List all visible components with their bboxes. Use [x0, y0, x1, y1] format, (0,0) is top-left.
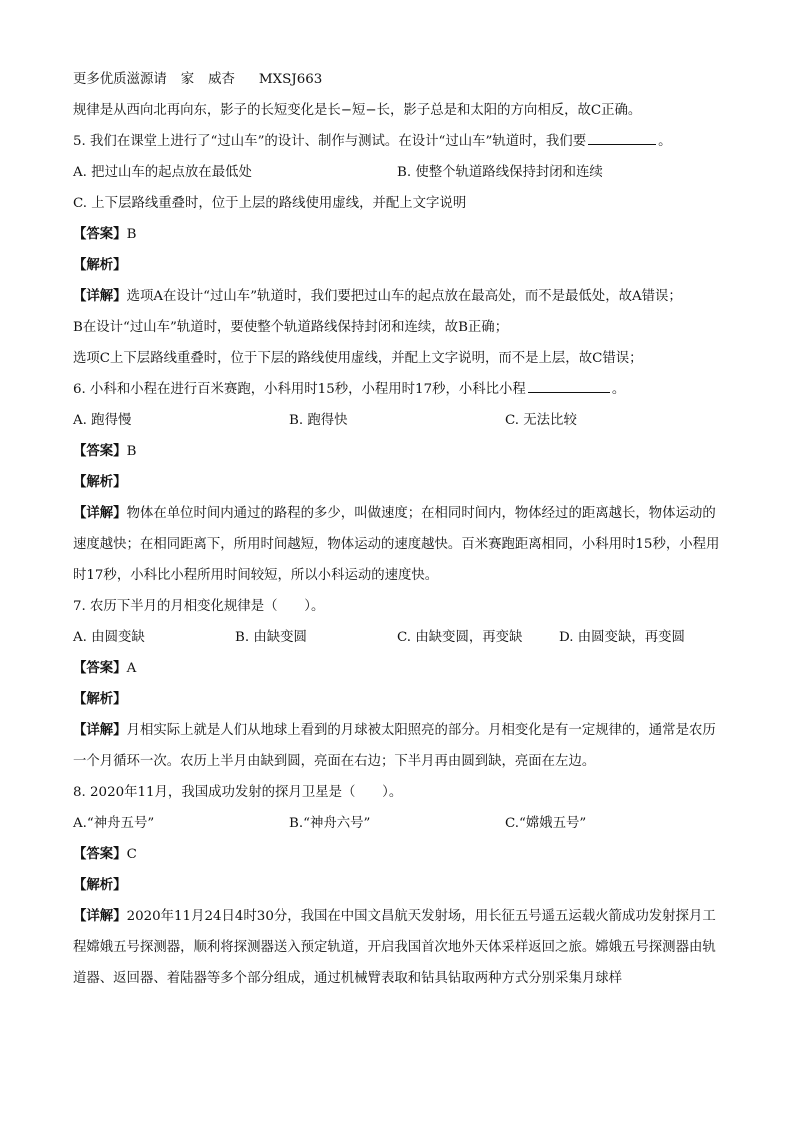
watermark-header — [73, 64, 721, 95]
analysis-label: 【解析】 — [73, 257, 127, 273]
header-part: 更多优质滋源请 — [73, 72, 167, 87]
question-5-options-row-1 — [73, 157, 721, 188]
question-5-stem — [73, 126, 721, 157]
stem-end: 。 — [658, 134, 672, 149]
option-c: C. 上下层路线重叠时，位于上层的路线使用虚线，并配上文字说明 — [73, 196, 467, 211]
option-b: B.“神舟六号” — [289, 816, 371, 831]
analysis-label: 【解析】 — [73, 691, 127, 707]
question-8-stem: 8. 2020年11月，我国成功发射的探月卫星是（ ）。 — [73, 785, 403, 800]
question-8-options — [73, 808, 721, 839]
option-a: A. 把过山车的起点放在最低处 — [73, 165, 252, 180]
detail-paragraph: 【详解】2020年11月24日4时30分，我国在中国文昌航天发射场，用长征五号遥五运载火箭成功发射探月工程嫦娥五号探测器，顺利将探测器送入预定轨道，开启我国首次地外天体采样返回之旅。嫦娥五号探测器由轨道器、返回器、着陆器等多个部分组成，通过机械臂表取和钻具钻取两种方式分别采集月球样 — [73, 908, 716, 986]
stem-end: 。 — [611, 382, 626, 397]
analysis-label: 【解析】 — [73, 474, 127, 490]
option-d: D. 由圆变缺，再变圆 — [559, 630, 685, 645]
question-7-options — [73, 622, 721, 653]
answer-value: A — [126, 661, 137, 676]
option-c: C. 由缺变圆，再变缺 — [397, 630, 523, 645]
answer-value: B — [126, 227, 137, 242]
option-b: B. 跑得快 — [289, 413, 348, 428]
option-a: A.“神舟五号” — [73, 816, 155, 831]
question-7-stem: 7. 农历下半月的月相变化规律是（ ）。 — [73, 599, 325, 614]
header-part: MXSJ663 — [258, 72, 323, 87]
answer-line: 【答案】C — [73, 846, 137, 862]
answer-value: C — [126, 847, 137, 862]
stem-text: 6. 小科和小程在进行百米赛跑，小科用时15秒，小程用时17秒，小科比小程 — [73, 382, 526, 397]
option-a: A. 跑得慢 — [73, 413, 132, 428]
option-b: B. 使整个轨道路线保持封闭和连续 — [397, 165, 603, 180]
detail-text: B在设计“过山车”轨道时，要使整个轨道路线保持封闭和连续，故B正确； — [73, 320, 509, 335]
answer-blank — [588, 129, 656, 145]
detail-text: 选项A在设计“过山车”轨道时，我们要把过山车的起点放在最高处，而不是最低处，故A错误； — [126, 289, 682, 304]
detail-paragraph: 【详解】物体在单位时间内通过的路程的多少，叫做速度；在相同时间内，物体经过的距离越长，物体运动的速度越快；在相同距离下，所用时间越短，物体运动的速度越快。百米赛跑距离相同，小科用时15秒，小程用时17秒，小科比小程所用时间较短，所以小科运动的速度快。 — [73, 505, 720, 583]
answer-line: 【答案】B — [73, 443, 137, 459]
header-part: 威杏 — [208, 72, 235, 87]
continuation-text: 规律是从西向北再向东，影子的长短变化是长−短−长，影子总是和太阳的方向相反，故C正确。 — [73, 103, 642, 118]
detail-paragraph: 【详解】月相实际上就是人们从地球上看到的月球被太阳照亮的部分。月相变化是有一定规律的，通常是农历一个月循环一次。农历上半月由缺到圆，亮面在右边；下半月再由圆到缺，亮面在左边。 — [73, 722, 716, 769]
option-a: A. 由圆变缺 — [73, 630, 145, 645]
detail-text: 物体在单位时间内通过的路程的多少，叫做速度；在相同时间内，物体经过的距离越长，物体运动的速度越快；在相同距离下，所用时间越短，物体运动的速度越快。百米赛跑距离相同，小科用时15秒，小程用时17秒，小科比小程所用时间较短，所以小科运动的速度快。 — [73, 506, 720, 583]
option-c: C. 无法比较 — [505, 413, 577, 428]
answer-line: 【答案】A — [73, 660, 137, 676]
answer-blank — [528, 377, 610, 393]
header-part: 家 — [180, 72, 195, 87]
detail-paragraph: 【详解】选项A在设计“过山车”轨道时，我们要把过山车的起点放在最高处，而不是最低处，故A错误； — [73, 288, 682, 304]
option-c: C.“嫦娥五号” — [505, 816, 587, 831]
question-6-options — [73, 405, 721, 436]
question-6-stem — [73, 374, 721, 405]
document-page — [73, 64, 721, 994]
stem-text: 5. 我们在课堂上进行了“过山车”的设计、制作与测试。在设计“过山车”轨道时，我们要 — [73, 134, 587, 149]
detail-text: 2020年11月24日4时30分，我国在中国文昌航天发射场，用长征五号遥五运载火箭成功发射探月工程嫦娥五号探测器，顺利将探测器送入预定轨道，开启我国首次地外天体采样返回之旅。嫦娥五号探测器由轨道器、返回器、着陆器等多个部分组成，通过机械臂表取和钻具钻取两种方式分别采集月球样 — [73, 909, 716, 986]
detail-text: 月相实际上就是人们从地球上看到的月球被太阳照亮的部分。月相变化是有一定规律的，通常是农历一个月循环一次。农历上半月由缺到圆，亮面在右边；下半月再由圆到缺，亮面在左边。 — [73, 723, 716, 769]
answer-value: B — [126, 444, 137, 459]
detail-text: 选项C上下层路线重叠时，位于下层的路线使用虚线，并配上文字说明，而不是上层，故C错误； — [73, 351, 643, 366]
answer-line: 【答案】B — [73, 226, 137, 242]
analysis-label: 【解析】 — [73, 877, 127, 893]
option-b: B. 由缺变圆 — [235, 630, 307, 645]
